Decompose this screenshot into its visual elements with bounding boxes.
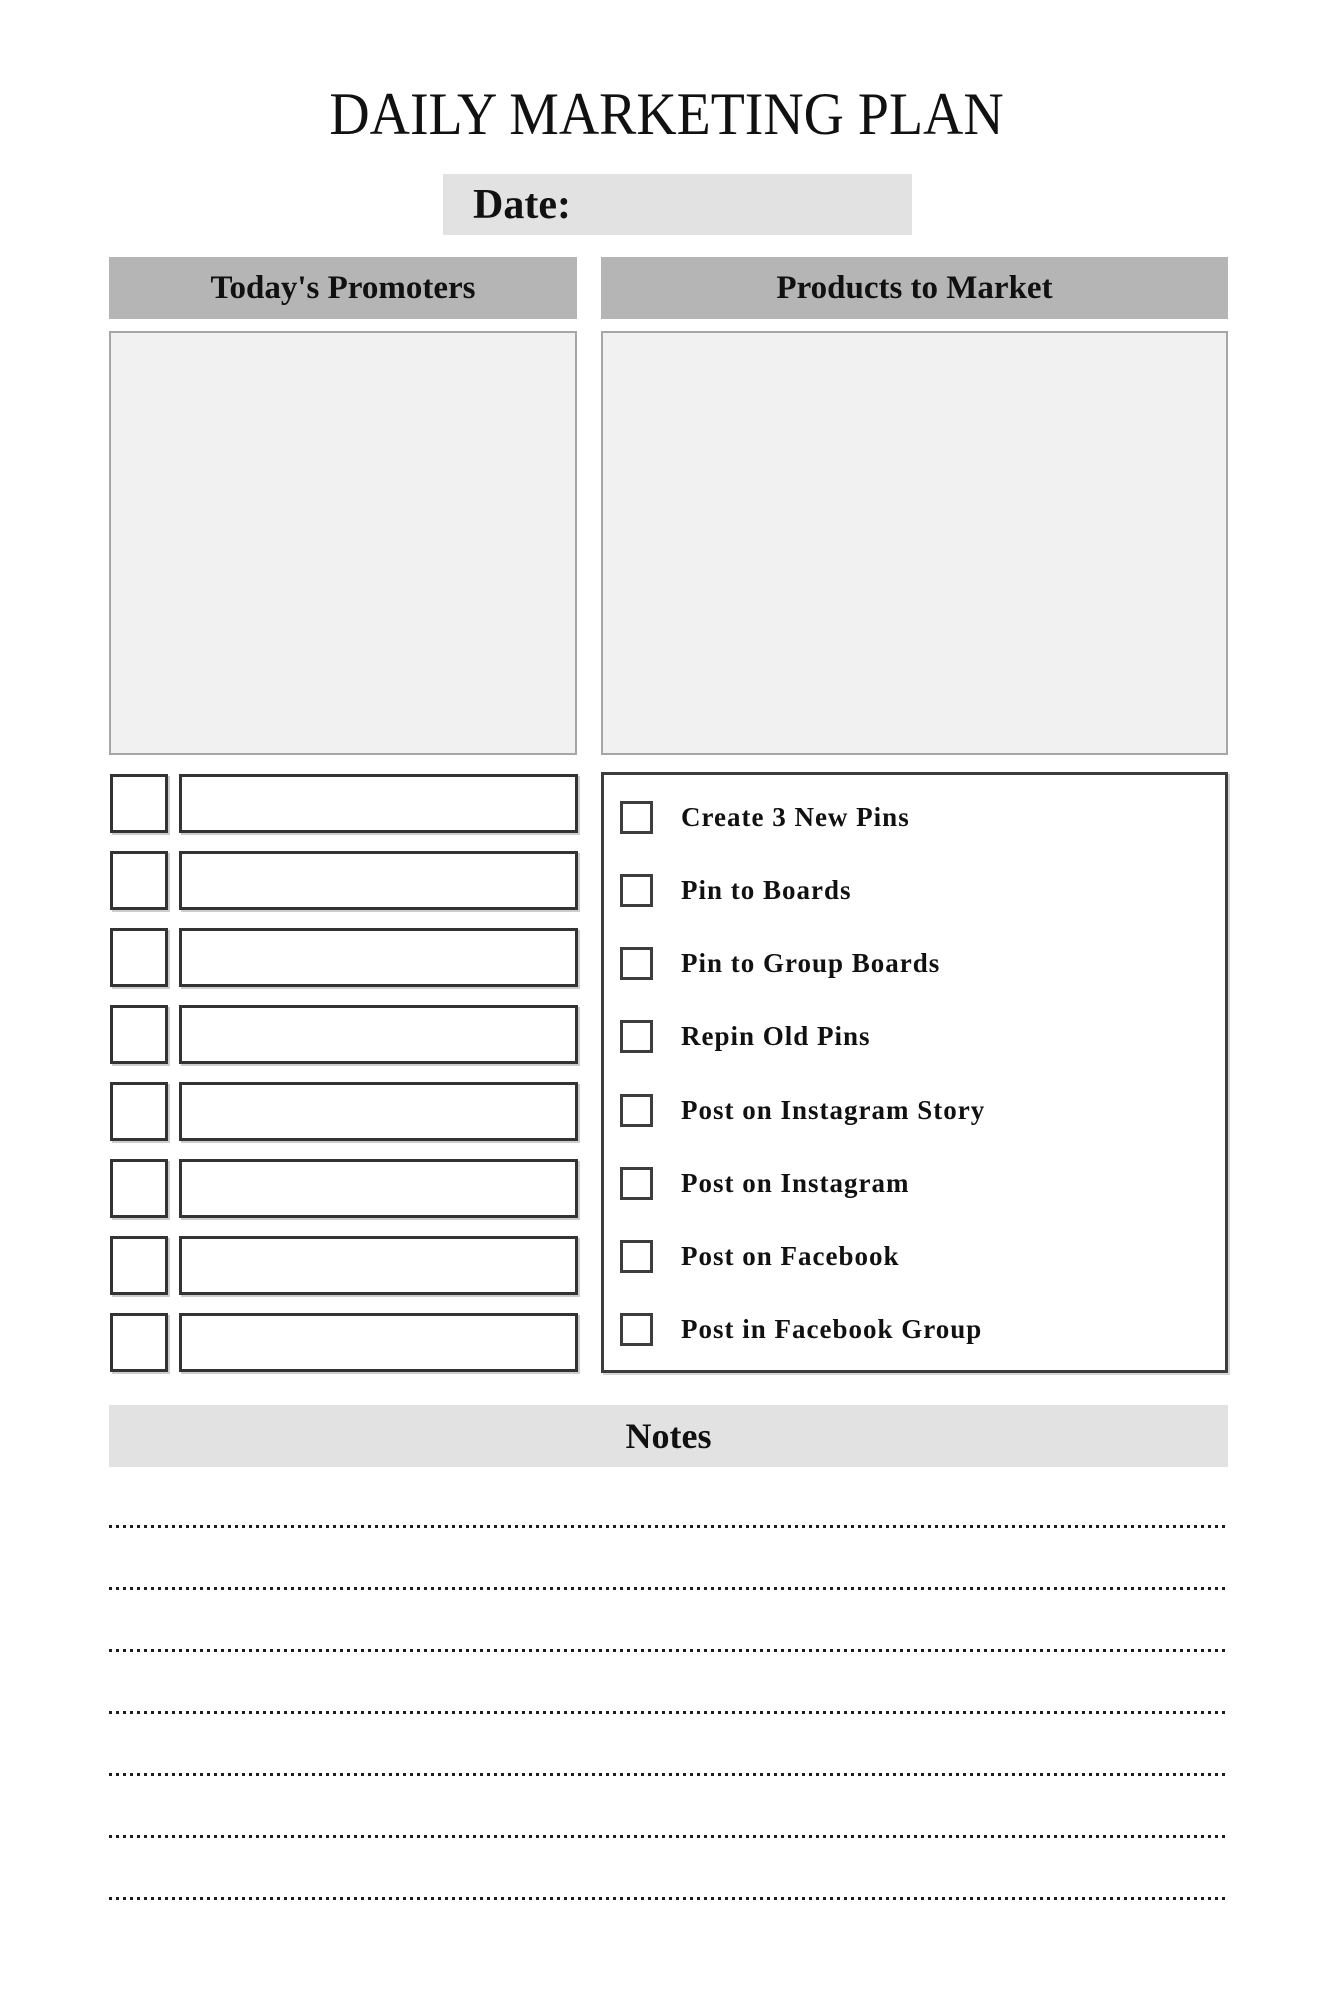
promoter-input-1[interactable] (179, 774, 578, 833)
products-header-label: Products to Market (776, 269, 1053, 306)
task-row (604, 1147, 1225, 1220)
promoter-checkbox-1[interactable] (110, 774, 168, 833)
promoter-input-4[interactable] (179, 1005, 578, 1064)
promoter-checkbox-2[interactable] (110, 851, 168, 910)
page-title: DAILY MARKETING PLAN (329, 81, 1004, 147)
task-checkbox-create-3-new-pins[interactable] (620, 801, 653, 834)
task-checkbox-post-on-instagram[interactable] (620, 1167, 653, 1200)
notes-line-7[interactable] (109, 1897, 1228, 1900)
notes-line-1[interactable] (109, 1525, 1228, 1528)
task-checkbox-post-in-facebook-group[interactable] (620, 1313, 653, 1346)
task-label: Post in Facebook Group (681, 1313, 983, 1344)
promoters-panel[interactable] (109, 331, 577, 755)
notes-line-6[interactable] (109, 1835, 1228, 1838)
notes-line-3[interactable] (109, 1649, 1228, 1652)
promoter-input-6[interactable] (179, 1159, 578, 1218)
notes-header (109, 1405, 1228, 1467)
date-bar (443, 174, 912, 235)
task-row (604, 1220, 1225, 1293)
promoter-input-8[interactable] (179, 1313, 578, 1372)
notes-line-4[interactable] (109, 1711, 1228, 1714)
promoter-checkbox-8[interactable] (110, 1313, 168, 1372)
task-label: Post on Facebook (681, 1240, 900, 1271)
products-header (601, 257, 1228, 319)
task-checkbox-post-on-facebook[interactable] (620, 1240, 653, 1273)
notes-header-label: Notes (625, 1416, 712, 1456)
task-row (604, 1293, 1225, 1366)
promoter-checkbox-7[interactable] (110, 1236, 168, 1295)
promoter-input-2[interactable] (179, 851, 578, 910)
date-input[interactable] (585, 173, 1012, 236)
promoter-input-5[interactable] (179, 1082, 578, 1141)
task-label: Post on Instagram Story (681, 1094, 986, 1125)
promoters-header-label: Today's Promoters (210, 269, 476, 306)
task-row (604, 781, 1225, 854)
task-row (604, 927, 1225, 1000)
promoter-checkbox-6[interactable] (110, 1159, 168, 1218)
products-panel[interactable] (601, 331, 1228, 755)
promoter-checkbox-4[interactable] (110, 1005, 168, 1064)
task-label: Pin to Group Boards (681, 948, 941, 979)
task-row (604, 854, 1225, 927)
task-checkbox-pin-to-group-boards[interactable] (620, 947, 653, 980)
promoter-checkbox-5[interactable] (110, 1082, 168, 1141)
task-checkbox-post-on-instagram-story[interactable] (620, 1094, 653, 1127)
promoter-input-7[interactable] (179, 1236, 578, 1295)
task-label: Post on Instagram (681, 1167, 910, 1198)
task-label: Pin to Boards (681, 875, 852, 906)
promoter-input-3[interactable] (179, 928, 578, 987)
task-row (604, 1000, 1225, 1073)
date-label: Date: (473, 181, 571, 228)
notes-line-5[interactable] (109, 1773, 1228, 1776)
products-checklist (601, 772, 1228, 1373)
task-label: Repin Old Pins (681, 1021, 871, 1052)
notes-line-2[interactable] (109, 1587, 1228, 1590)
task-row (604, 1074, 1225, 1147)
promoter-checkbox-3[interactable] (110, 928, 168, 987)
task-label: Create 3 New Pins (681, 802, 910, 833)
promoters-header (109, 257, 577, 319)
task-checkbox-repin-old-pins[interactable] (620, 1020, 653, 1053)
task-checkbox-pin-to-boards[interactable] (620, 874, 653, 907)
